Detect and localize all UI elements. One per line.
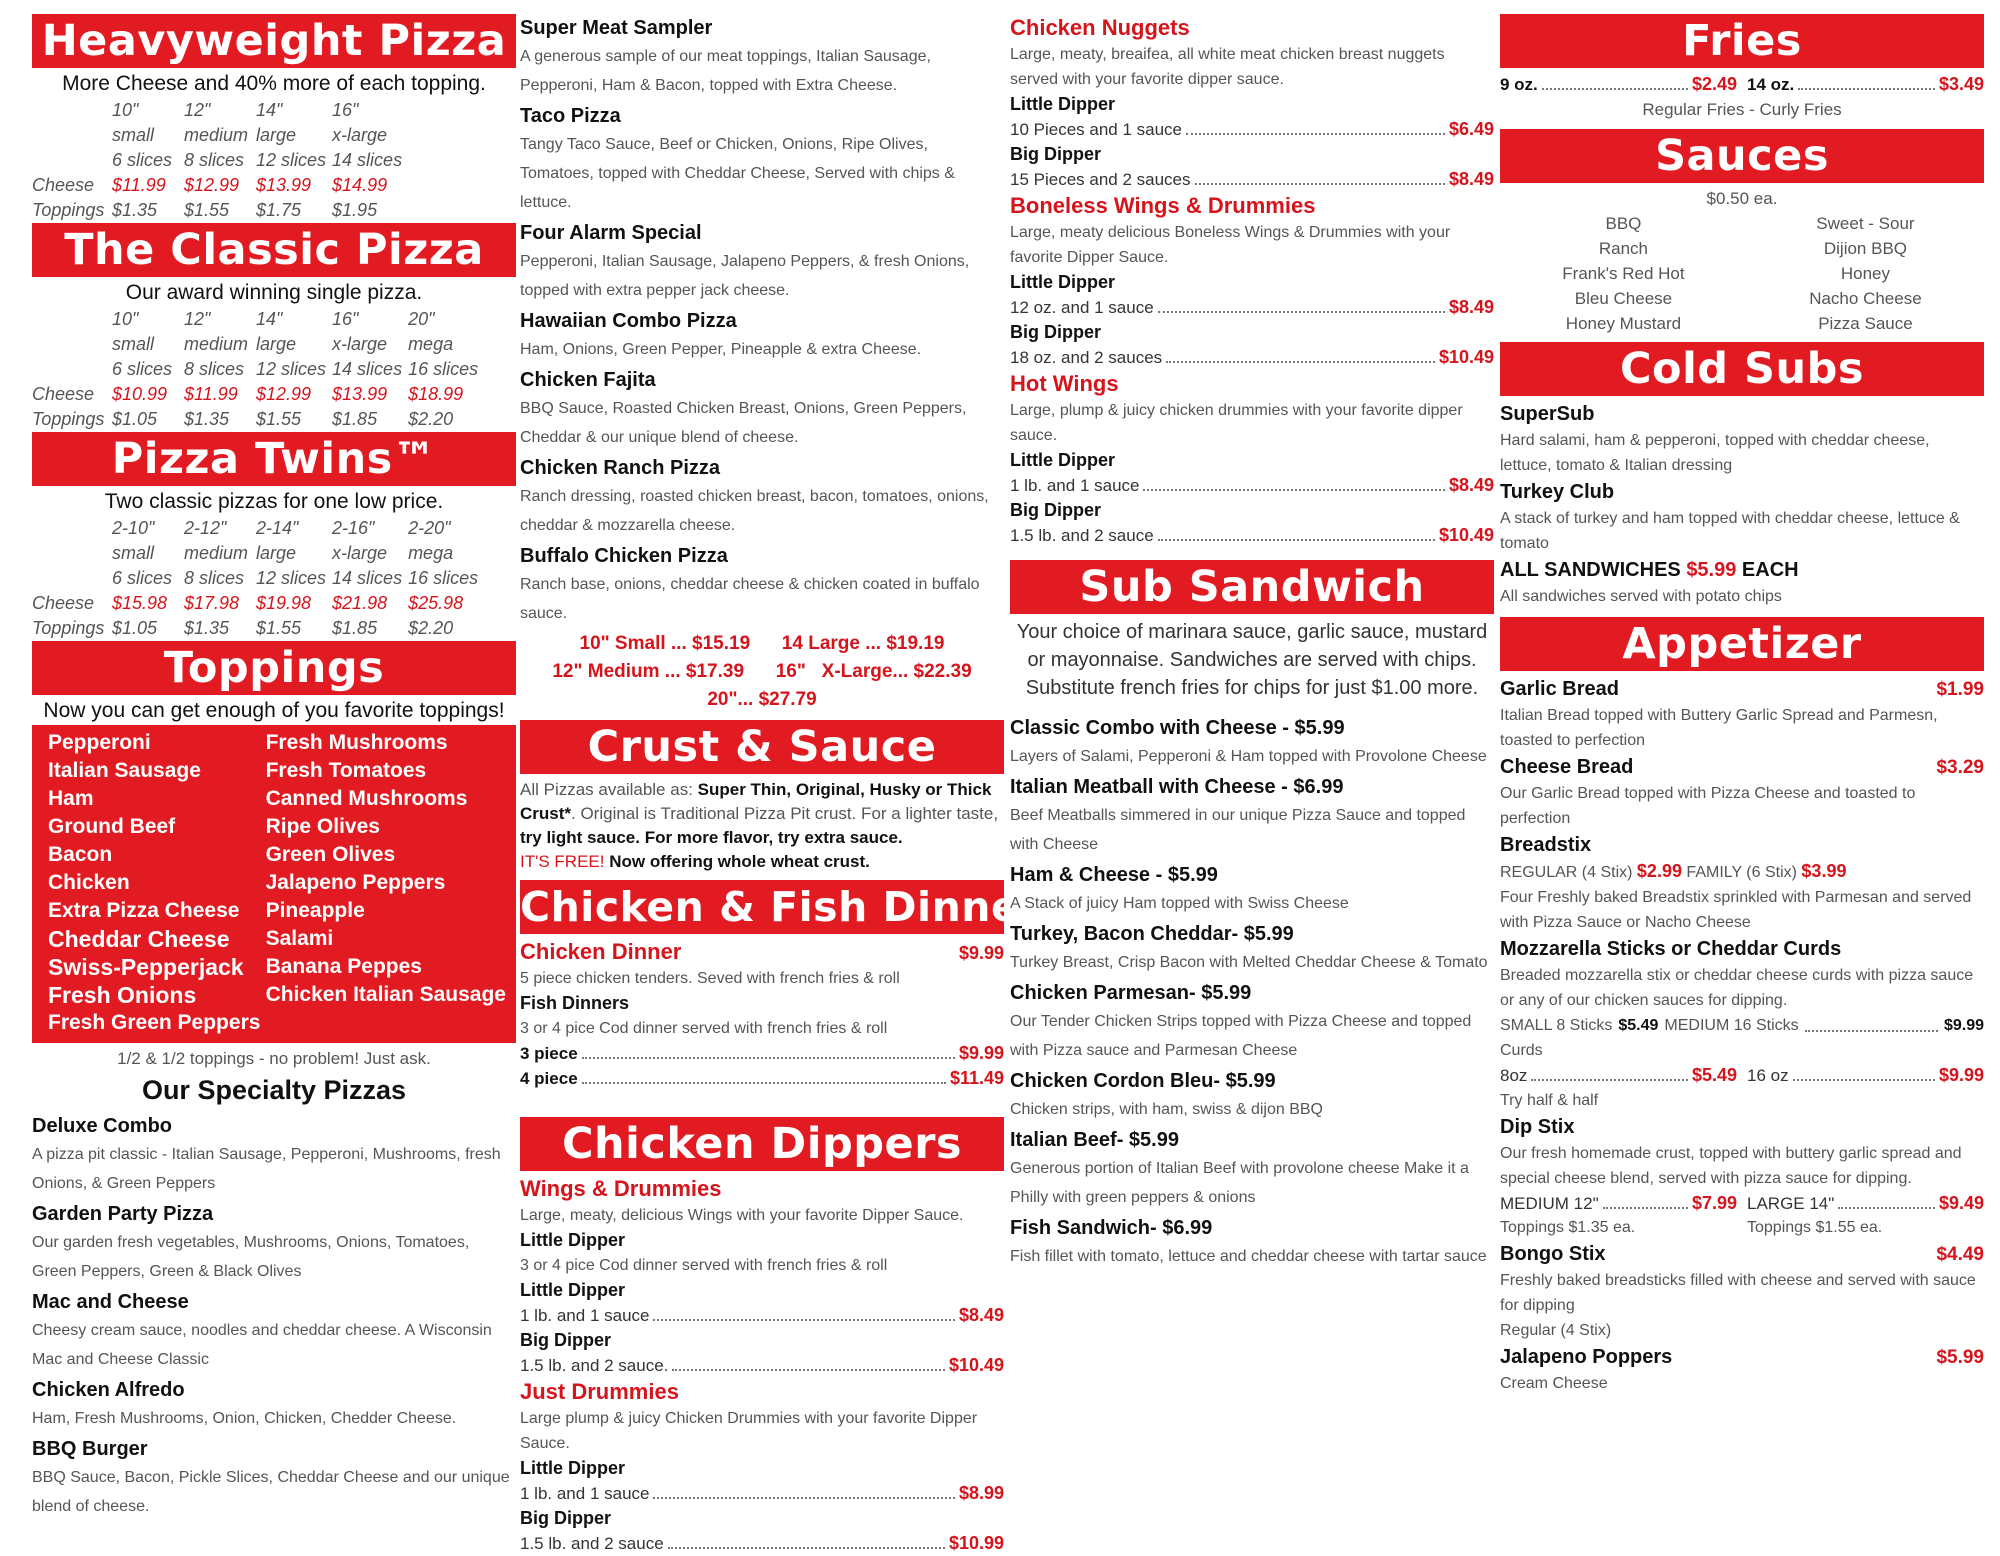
sauce-item: Ranch: [1598, 239, 1649, 258]
subs-intro: Your choice of marinara sauce, garlic sauce, mustard or mayonnaise. Sandwiches are served with chips. Substitute french fries for chips for just $1.00 more.: [1016, 621, 1488, 699]
topping-item: Swiss-Pepperjack: [48, 954, 244, 980]
toppings-subtitle: Now you can get enough of you favorite toppings!: [43, 699, 505, 722]
fries-prices: 9 oz. $2.49 14 oz. $3.49: [1500, 74, 1984, 94]
topping-item: Banana Peppes: [265, 955, 422, 978]
classic-subtitle: Our award winning single pizza.: [125, 281, 423, 304]
topping-item: Fresh Tomatoes: [265, 759, 427, 782]
topping-item: Ripe Olives: [265, 815, 380, 838]
topping-item: Salami: [265, 927, 334, 950]
toppings-list: [32, 725, 516, 1043]
specialty-item: Buffalo Chicken Pizza Ranch base, onions, cheddar cheese & chicken coated in buffalo sauce.: [520, 545, 980, 622]
topping-item: Fresh Onions: [48, 982, 197, 1008]
heavyweight-size-table: 10" 12" 14" 16" small medium large x-large 6 slices 8 slices 12 slices 14 slices Cheese $11.99 $12.99 $13.99 $14.99 Toppings $1.35 $1.55 $1.75 $1.95: [32, 100, 403, 220]
sub-item: Classic Combo with Cheese - $5.99 Layers of Salami, Pepperoni & Ham topped with Provolone Cheese: [1010, 717, 1487, 765]
specialty-item: Deluxe Combo A pizza pit classic - Italian Sausage, Pepperoni, Mushrooms, fresh Onions, & Green Peppers: [32, 1115, 501, 1192]
twins-subtitle: Two classic pizzas for one low price.: [104, 490, 444, 513]
toppings-right: [266, 729, 506, 1037]
topping-item: Ground Beef: [48, 815, 176, 838]
twins-size-table: 2-10" 2-12" 2-14" 2-16" 2-20" small medium large x-large mega 6 slices 8 slices 12 slices 14 slices 16 slices Cheese $15.98 $17.98 $19.98 $21.98 $25.98 Toppings $1.05 $1.35 $1.55 $1.85 $2.20: [32, 518, 479, 638]
specialty-list-2: [520, 14, 1004, 628]
crust-title: Crust & Sauce: [520, 720, 1004, 774]
sauce-item: Nacho Cheese: [1809, 289, 1922, 308]
dipper-row: 10 Pieces and 1 sauce $6.49: [1010, 119, 1494, 139]
sauce-item: Sweet - Sour: [1816, 214, 1915, 233]
specialty-item: Hawaiian Combo Pizza Ham, Onions, Green Pepper, Pineapple & extra Cheese.: [520, 310, 922, 358]
column-3: Chicken Nuggets Large, meaty, breaifea, all white meat chicken breast nuggets served with your favorite dipper sauce. Little Dipper 10 Pieces and 1 sauce $6.49 Big Dipper 15 Pieces and 2 sauces $8.49 Boneless Wings & Drummies Large, meaty delicious Boneless Wings & Drummies with your favorite Dipper Sauce. Little Dipper 12 oz. and 1 sauce $8.49 Big Dipper 18 oz. and 2 sauces $10.49 Hot Wings Large, plump & juicy chicken drummies with your favorite dipper sauce. Little Dipper 1 lb. and 1 sauce $8.49 Big Dipper 1.5 lb. and 2 sauce $10.49 Sub Sandwich Your choice of marinara sauce, garlic sauce, mustard or mayonnaise. Sandwiches are served with chips. Substitute french fries for chips for just $1.00 more. Classic Combo with Cheese - $5.99 Layers of Salami, Pepperoni & Ham topped with Provolone Cheese Italian Meatball with Cheese - $6.99 Beef Meatballs simmered in our unique Pizza Sauce and topped with Cheese Ham & Cheese - $5.99 A Stack of juicy Ham topped with Swiss Cheese Turkey, Bacon Cheddar- $5.99 Turkey Breast, Crisp Bacon with Melted Cheddar Cheese & Tomato Chicken Parmesan- $5.99 Our Tender Chicken Strips topped with Pizza Cheese and topped with Pizza sauce and Parmesan Cheese Chicken Cordon Bleu- $5.99 Chicken strips, with ham, swiss & dijon BBQ Italian Beef- $5.99 Generous portion of Italian Beef with provolone cheese Make it a Philly with green peppers & onions Fish Sandwich- $6.99 Fish fillet with tomato, lettuce and cheddar cheese with tartar sauce: [1010, 14, 1494, 1273]
dipper-row: 1.5 lb. and 2 sauce $10.99: [520, 1533, 1004, 1553]
classic-size-table: 10" 12" 14" 16" 20" small medium large x-large mega 6 slices 8 slices 12 slices 14 slices 16 slices Cheese $10.99 $11.99 $12.99 $13.99 $18.99 Toppings $1.05 $1.35 $1.55 $1.85 $2.20: [32, 309, 479, 429]
dipstix-toppings: Toppings $1.35 ea. Toppings $1.55 ea.: [1500, 1219, 1883, 1236]
sub-item: Chicken Cordon Bleu- $5.99 Chicken strips, with ham, swiss & dijon BBQ: [1010, 1070, 1323, 1118]
toppings-note: 1/2 & 1/2 toppings - no problem! Just ask.: [117, 1049, 431, 1068]
subs-title: Sub Sandwich: [1010, 560, 1494, 614]
sauce-item: Frank's Red Hot: [1562, 264, 1685, 283]
dipper-row: 1.5 lb. and 2 sauce. $10.49: [520, 1355, 1004, 1375]
dipper-row: 15 Pieces and 2 sauces $8.49: [1010, 169, 1494, 189]
fish-4-piece: 4 piece $11.49: [520, 1068, 1004, 1088]
crust-text: All Pizzas available as: Super Thin, Original, Husky or Thick Crust*. Original is Traditional Pizza Pit crust. For a lighter taste, try light sauce. For more flavor, try extra sauce. IT'S FREE! Now offering whole wheat crust.: [520, 780, 999, 871]
specialty-list-1: [32, 1112, 516, 1521]
dipstix-prices: MEDIUM 12" $7.99 LARGE 14" $9.49: [1500, 1193, 1984, 1213]
dipper-row: 18 oz. and 2 sauces $10.49: [1010, 347, 1494, 367]
topping-item: Chicken Italian Sausage: [265, 983, 506, 1006]
fries-title: Fries: [1500, 14, 1984, 68]
heavyweight-title: Heavyweight Pizza: [32, 14, 516, 68]
fish-title: Chicken & Fish Dinners: [520, 880, 1004, 934]
classic-title: The Classic Pizza: [32, 223, 516, 277]
topping-item: Pepperoni: [48, 731, 151, 754]
dipper-row: 1 lb. and 1 sauce $8.49: [520, 1305, 1004, 1325]
sub-item: Italian Meatball with Cheese - $6.99 Beef Meatballs simmered in our unique Pizza Sauce and topped with Cheese: [1010, 776, 1466, 853]
specialty-title: Our Specialty Pizzas: [141, 1075, 407, 1105]
appetizer-title: Appetizer: [1500, 617, 1984, 671]
sub-item: Turkey, Bacon Cheddar- $5.99 Turkey Breast, Crisp Bacon with Melted Cheddar Cheese & Tomato: [1010, 923, 1488, 971]
specialty-prices-3: 20"... $27.79: [707, 689, 817, 710]
sauces-list: [1500, 211, 1984, 336]
topping-item: Cheddar Cheese: [48, 926, 230, 952]
dipper-row: 12 oz. and 1 sauce $8.49: [1010, 297, 1494, 317]
topping-item: Pineapple: [265, 899, 365, 922]
subs-list: [1010, 714, 1494, 1271]
all-sandwiches: ALL SANDWICHES $5.99 EACH: [1500, 559, 1799, 581]
sauce-item: Bleu Cheese: [1574, 289, 1673, 308]
toppings-left: [48, 729, 266, 1037]
sub-item: Fish Sandwich- $6.99 Fish fillet with tomato, lettuce and cheddar cheese with tartar sauce: [1010, 1217, 1487, 1265]
sub-item: Italian Beef- $5.99 Generous portion of Italian Beef with provolone cheese Make it a Philly with green peppers & onions: [1010, 1129, 1469, 1206]
fries-note: Regular Fries - Curly Fries: [1642, 100, 1842, 119]
topping-item: Ham: [48, 787, 94, 810]
topping-item: Jalapeno Peppers: [265, 871, 446, 894]
dipper-row: 1 lb. and 1 sauce $8.49: [1010, 475, 1494, 495]
specialty-item: Chicken Ranch Pizza Ranch dressing, roasted chicken breast, bacon, tomatoes, onions, cheddar & mozzarella cheese.: [520, 457, 989, 534]
specialty-item: Super Meat Sampler A generous sample of our meat toppings, Italian Sausage, Pepperoni, Ham & Bacon, topped with Extra Cheese.: [520, 17, 931, 94]
mozz-prices: SMALL 8 Sticks $5.49 MEDIUM 16 Sticks $9.99: [1500, 1013, 1984, 1038]
column-4: Fries 9 oz. $2.49 14 oz. $3.49 Regular Fries - Curly Fries Sauces $0.50 ea. BBQ Ranch Frank's Red Hot Bleu Cheese Honey Mustard Sweet - Sour Dijion BBQ Honey Nacho Cheese Pizza Sauce Cold Subs SuperSub Hard salami, ham & pepperoni, topped with cheddar cheese, lettuce, tomato & Italian dressing Turkey Club A stack of turkey and ham topped with cheddar cheese, lettuce & tomato ALL SANDWICHES $5.99 EACH All sandwiches served with potato chips Appetizer Garlic Bread $1.99 Italian Bread topped with Buttery Garlic Spread and Parmesn, toasted to perfection Cheese Bread $3.29 Our Garlic Bread topped with Pizza Cheese and toasted to perfection Breadstix REGULAR (4 Stix) $2.99 FAMILY (6 Stix) $3.99 Four Freshly baked Breadstix sprinkled with Parmesan and served with Pizza Sauce or Nacho Cheese Mozzarella Sticks or Cheddar Curds Breaded mozzarella stix or cheddar cheese curds with pizza sauce or any of our chicken sauces for dipping. SMALL 8 Sticks $5.49 MEDIUM 16 Sticks $9.99 Curds 8oz $5.49 16 oz $9.99 Try half & half Dip Stix Our fresh homemade crust, topped with buttery garlic spread and special cheese blend, served with pizza sauce for dipping. MEDIUM 12" $7.99 LARGE 14" $9.49 Toppings $1.35 ea. Toppings $1.55 ea. Bongo Stix $4.49 Freshly baked breadsticks filled with cheese and served with sauce for dipping Regular (4 Stix) Jalapeno Poppers $5.99 Cream Cheese: [1500, 16, 1984, 1392]
sauce-item: Pizza Sauce: [1818, 314, 1913, 333]
sub-item: Chicken Parmesan- $5.99 Our Tender Chicken Strips topped with Pizza Cheese and topped with Pizza sauce and Parmesan Cheese: [1010, 982, 1472, 1059]
dipper-row: 1.5 lb. and 2 sauce $10.49: [1010, 525, 1494, 545]
twins-title: Pizza Twins™: [32, 432, 516, 486]
curds-prices: 8oz $5.49 16 oz $9.99: [1500, 1065, 1984, 1085]
specialty-item: Chicken Fajita BBQ Sauce, Roasted Chicken Breast, Onions, Green Peppers, Cheddar & our unique blend of cheese.: [520, 369, 967, 446]
specialty-item: Mac and Cheese Cheesy cream sauce, noodles and cheddar cheese. A Wisconsin Mac and Cheese Classic: [32, 1291, 492, 1368]
specialty-prices-2: 12" Medium ... $17.39 16" X-Large... $22.39: [552, 661, 972, 682]
dippers-title: Chicken Dippers: [520, 1117, 1004, 1171]
specialty-prices-1: 10" Small ... $15.19 14 Large ... $19.19: [579, 633, 945, 654]
specialty-item: Garden Party Pizza Our garden fresh vegetables, Mushrooms, Onions, Tomatoes, Green Peppers, Green & Black Olives: [32, 1203, 470, 1280]
dipper-row: 1 lb. and 1 sauce $8.99: [520, 1483, 1004, 1503]
topping-item: Fresh Green Peppers: [48, 1011, 261, 1034]
topping-item: Extra Pizza Cheese: [48, 899, 240, 922]
specialty-item: Chicken Alfredo Ham, Fresh Mushrooms, Onion, Chicken, Chedder Cheese.: [32, 1379, 457, 1427]
topping-item: Italian Sausage: [48, 759, 201, 782]
sauces-title: Sauces: [1500, 129, 1984, 183]
sauce-item: Honey: [1840, 264, 1890, 283]
specialty-item: BBQ Burger BBQ Sauce, Bacon, Pickle Slices, Cheddar Cheese and our unique blend of cheese.: [32, 1438, 510, 1515]
column-1: [32, 14, 516, 1523]
free-badge: IT'S FREE!: [520, 852, 605, 871]
topping-item: Green Olives: [265, 843, 396, 866]
cold-subs-title: Cold Subs: [1500, 342, 1984, 396]
sauce-item: Dijion BBQ: [1823, 239, 1907, 258]
topping-item: Bacon: [48, 843, 113, 866]
sauce-item: Honey Mustard: [1565, 314, 1682, 333]
topping-item: Chicken: [48, 871, 130, 894]
chicken-dinner: Chicken Dinner $9.99: [520, 939, 1004, 964]
topping-item: Fresh Mushrooms: [265, 731, 448, 754]
fish-3-piece: 3 piece $9.99: [520, 1043, 1004, 1063]
specialty-item: Taco Pizza Tangy Taco Sauce, Beef or Chicken, Onions, Ripe Olives, Tomatoes, topped with Cheddar Cheese, Served with chips & lettuce.: [520, 105, 955, 211]
specialty-item: Four Alarm Special Pepperoni, Italian Sausage, Jalapeno Peppers, & fresh Onions, topped with extra pepper jack cheese.: [520, 222, 970, 299]
topping-item: Canned Mushrooms: [265, 787, 468, 810]
toppings-title: Toppings: [32, 641, 516, 695]
sub-item: Ham & Cheese - $5.99 A Stack of juicy Ham topped with Swiss Cheese: [1010, 864, 1349, 912]
sauce-item: BBQ: [1605, 214, 1642, 233]
breadstix-prices: REGULAR (4 Stix) $2.99 FAMILY (6 Stix) $3.99: [1500, 861, 1847, 881]
sauces-price: $0.50 ea.: [1706, 189, 1778, 208]
heavyweight-subtitle: More Cheese and 40% more of each topping.: [62, 72, 486, 95]
column-2: Super Meat Sampler A generous sample of our meat toppings, Italian Sausage, Pepperoni, Ham & Bacon, topped with Extra Cheese. Taco Pizza Tangy Taco Sauce, Beef or Chicken, Onions, Ripe Olives, Tomatoes, topped with Cheddar Cheese, Served with chips & lettuce. Four Alarm Special Pepperoni, Italian Sausage, Jalapeno Peppers, & fresh Onions, topped with extra pepper jack cheese. Hawaiian Combo Pizza Ham, Onions, Green Pepper, Pineapple & extra Cheese. Chicken Fajita BBQ Sauce, Roasted Chicken Breast, Onions, Green Peppers, Cheddar & our unique blend of cheese. Chicken Ranch Pizza Ranch dressing, roasted chicken breast, bacon, tomatoes, onions, cheddar & mozzarella cheese. Buffalo Chicken Pizza Ranch base, onions, cheddar cheese & chicken coated in buffalo sauce. 10" Small ... $15.19 14 Large ... $19.19 12" Medium ... $17.39 16" X-Large... $22.39 20"... $27.79 Crust & Sauce All Pizzas available as: Super Thin, Original, Husky or Thick Crust*. Original is Traditional Pizza Pit crust. For a lighter taste, try light sauce. For more flavor, try extra sauce. IT'S FREE! Now offering whole wheat crust. Chicken & Fish Dinners Chicken Dinner $9.99 5 piece chicken tenders. Seved with french fries & roll Fish Dinners 3 or 4 pice Cod dinner served with french fries & roll 3 piece $9.99 4 piece $11.49 Chicken Dippers Wings & Drummies Large, meaty, delicious Wings with your favorite Dipper Sauce. Little Dipper 3 or 4 pice Cod dinner served with french fries & roll Little Dipper 1 lb. and 1 sauce $8.49 Big Dipper 1.5 lb. and 2 sauce. $10.49 Just Drummies Large plump & juicy Chicken Drummies with your favorite Dipper Sauce. Little Dipper 1 lb. and 1 sauce $8.99 Big Dipper 1.5 lb. and 2 sauce $10.99: [520, 14, 1004, 1556]
